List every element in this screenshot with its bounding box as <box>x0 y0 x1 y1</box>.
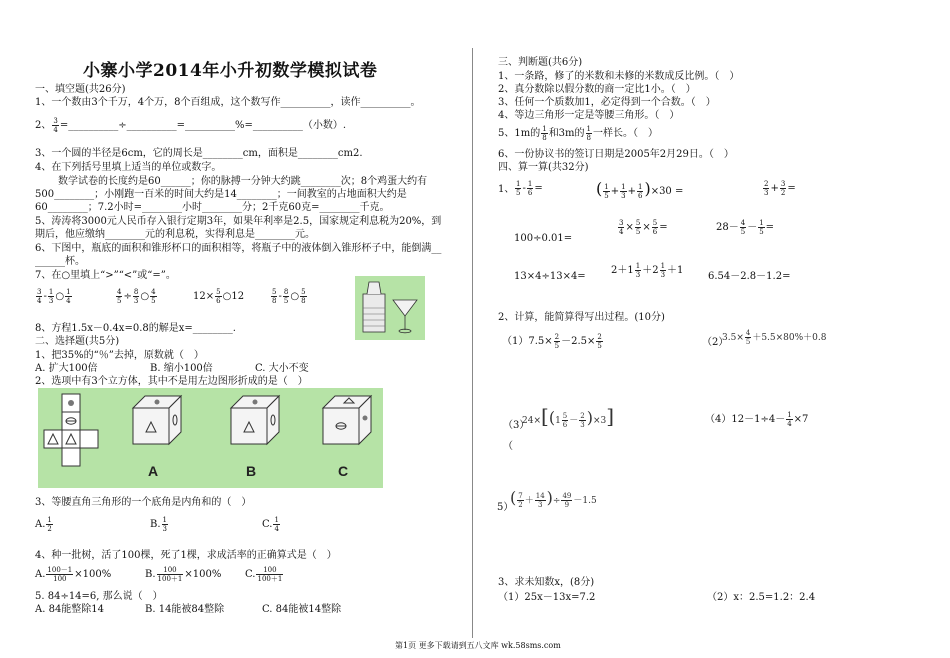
calc-3: $\frac{2}{3}$ + $\frac{3}{2}$ = <box>764 180 796 197</box>
q2-5: 5. 84÷14=6, 那么说（ ） <box>35 591 163 602</box>
calc-1: $\frac{1}{5}$ - $\frac{1}{6}$ = <box>516 180 543 197</box>
calc-simplify-3: 24×[(1 $\frac{5}{6}$ － $\frac{2}{3}$ )×3] <box>522 404 615 429</box>
section-2-heading: 二、选择题(共5分) <box>35 336 120 347</box>
calc-simplify-5: ( $\frac{7}{2}$ ＋ $\frac{14}{3}$ )÷ $\frac{49}{9}$ －1.5 <box>510 488 597 509</box>
q1-4-line2: 500________；小刚跑一百米的时间大约是14________；一间教室的占地面积大约是 <box>35 189 407 200</box>
q2-4-option-b: B. $\frac{100}{100+1}$ ×100% <box>145 566 222 583</box>
q2-5-option-c: C. 84能被14整除 <box>262 604 342 615</box>
q1-2: 2、 $\frac{3}{4}$ =__________÷__________=__________%=__________（小数）. <box>35 117 347 134</box>
calc-simplify-5-label: 5） <box>497 502 514 513</box>
q1-7-item-1: $\frac{3}{4}$ - $\frac{1}{3}$ ○ $\frac{1}{4}$ <box>37 288 71 305</box>
q2-1-option-c: C. 大小不变 <box>255 363 309 374</box>
column-divider <box>472 48 473 638</box>
page-footer: 第1页 更多下载请到五八文库 wk.58sms.com <box>395 641 561 650</box>
section-1-heading: 一、填空题(共26分) <box>35 84 126 95</box>
q1-1: 1、一个数由3个千万，4个万，8个百组成，这个数写作__________，读作__________。 <box>35 97 421 108</box>
q2-1: 1、把35%的“％”去掉，原数就（ ） <box>35 350 204 361</box>
cube-label-b: B <box>245 463 257 479</box>
q2-1-option-b: B. 缩小100倍 <box>150 363 213 374</box>
calc-simplify-1: （1）7.5× $\frac{2}{5}$ －2.5× $\frac{2}{5}$ <box>502 333 602 350</box>
calc-7: 13×4÷13×4= <box>514 271 586 282</box>
q1-4-line1: 数学试卷的长度约是60______；你的脉搏一分钟大约跳________次；8个鸡蛋大约有 <box>58 176 428 187</box>
q2-5-option-a: A. 84能整除14 <box>35 604 105 615</box>
q1-4-line3: 60________；7.2小时=________小时________分；2千克60克=________千克。 <box>35 202 390 213</box>
page-title: 小寨小学2014年小升初数学模拟试卷 <box>83 61 378 81</box>
q1-7-item-2: $\frac{4}{5}$ ÷ $\frac{8}{3}$ ○ $\frac{4}{5}$ <box>117 288 156 305</box>
calc-simplify-4: （4）12－1÷4－ $\frac{1}{4}$ ×7 <box>705 411 809 428</box>
cube-net-figure <box>38 388 383 488</box>
q2-4-option-c: C. $\frac{100}{100+1}$ <box>245 566 283 583</box>
q3-3: 3、任何一个质数加1，必定得到一个合数。（ ） <box>498 97 716 108</box>
compare-circle-icon: ○ <box>290 291 300 302</box>
q3-4: 4、等边三角形一定是等腰三角形。（ ） <box>498 110 680 121</box>
equation-1: （1）25x－13x=7.2 <box>498 592 596 603</box>
calc-part3-heading: 3、求未知数x，(8分) <box>498 577 595 588</box>
q3-1: 1、一条路，修了的米数和未修的米数成反比例。（ ） <box>498 71 740 82</box>
q3-5: 5、1m的 $\frac{1}{8}$ 和3m的 $\frac{1}{8}$ 一样长。（ ） <box>498 125 659 142</box>
q1-7: 7、在○里填上“>”“<”或“=”。 <box>35 270 176 281</box>
calc-9: 6.54－2.8－1.2= <box>708 271 791 282</box>
q2-3-option-c: C. $\frac{1}{4}$ <box>262 516 279 533</box>
q2-3-option-b: B. $\frac{1}{3}$ <box>150 516 167 533</box>
q2-2: 2、选项中有3个立方体，其中不是用左边图形折成的是（ ） <box>35 376 308 387</box>
q1-5-line2: 期后，他应缴纳________元的利息税，实得利息是________元。 <box>35 229 315 240</box>
calc-4: $\frac{3}{4}$ × $\frac{5}{5}$ × $\frac{5}{6}$ = <box>619 219 668 236</box>
q2-3-option-a: A. $\frac{1}{2}$ <box>35 516 52 533</box>
cube-label-c: C <box>337 463 349 479</box>
calc-6: 100÷0.01= <box>514 233 573 244</box>
calc-simplify-2: 3.5× $\frac{4}{5}$ ＋5.5×80%＋0.8 <box>722 329 827 346</box>
q2-4: 4、种一批树，活了100棵，死了1棵，求成活率的正确算式是（ ） <box>35 550 337 561</box>
compare-circle-icon: ○ <box>222 291 232 302</box>
calc-simplify-3-label: （3） <box>503 420 530 431</box>
section-3-heading: 三、判断题(共6分) <box>498 57 583 68</box>
q1-3: 3、一个圆的半径是6cm，它的周长是________cm，面积是________cm2. <box>35 148 363 159</box>
q1-4: 4、在下列括号里填上适当的单位或数字。 <box>35 162 222 173</box>
q1-6-line2: ______杯。 <box>35 256 85 267</box>
calc-simplify-2-label: （2） <box>702 337 729 348</box>
compare-circle-icon: ○ <box>55 291 65 302</box>
bottle-cone-figure <box>355 276 425 340</box>
q2-4-option-a: A. $\frac{100-1}{100}$ ×100% <box>35 566 112 583</box>
cube-label-a: A <box>147 463 159 479</box>
q1-7-item-4: $\frac{5}{8}$ - $\frac{8}{5}$ ○ $\frac{5}{8}$ <box>272 288 306 305</box>
q2-3: 3、等腰直角三角形的一个底角是内角和的（ ） <box>35 497 252 508</box>
calc-part2-heading: 2、计算，能简算得写出过程。(10分) <box>498 312 665 323</box>
compare-circle-icon: ○ <box>140 291 150 302</box>
calc-simplify-5-paren: （ <box>503 441 513 452</box>
q3-6: 6、一份协议书的签订日期是2005年2月29日。（ ） <box>498 149 734 160</box>
q1-6-line1: 6、下图中，瓶底的面积和锥形杯口的面积相等，将瓶子中的液体倒入锥形杯子中，能倒满__ <box>35 243 442 254</box>
calc-part1-label: 1、 <box>498 184 515 195</box>
q1-7-item-3: 12× $\frac{5}{6}$ ○12 <box>193 288 245 305</box>
q2-1-option-a: A. 扩大100倍 <box>35 363 98 374</box>
q3-2: 2、真分数除以假分数的商一定比1小。（ ） <box>498 84 696 95</box>
calc-8: 2＋1 $\frac{1}{3}$ ＋2 $\frac{1}{3}$ ＋1 <box>611 262 684 279</box>
q1-8: 8、方程1.5x－0.4x=0.8的解是x=________. <box>35 323 236 334</box>
calc-5: 28－ $\frac{4}{5}$ － $\frac{1}{5}$ = <box>716 219 775 236</box>
calc-2: ( $\frac{1}{5}$ + $\frac{1}{3}$ + $\frac{1}{6}$ )×30 = <box>596 179 684 200</box>
q2-5-option-b: B. 14能被84整除 <box>145 604 225 615</box>
equation-2: （2）x：2.5=1.2：2.4 <box>707 592 816 603</box>
fraction: $\frac{3}{4}$ <box>53 117 58 134</box>
q1-5-line1: 5、涛涛将3000元人民币存入银行定期3年，如果年利率是2.5，国家规定利息税为20%，到 <box>35 216 442 227</box>
section-4-heading: 四、算一算(共32分) <box>498 162 589 173</box>
